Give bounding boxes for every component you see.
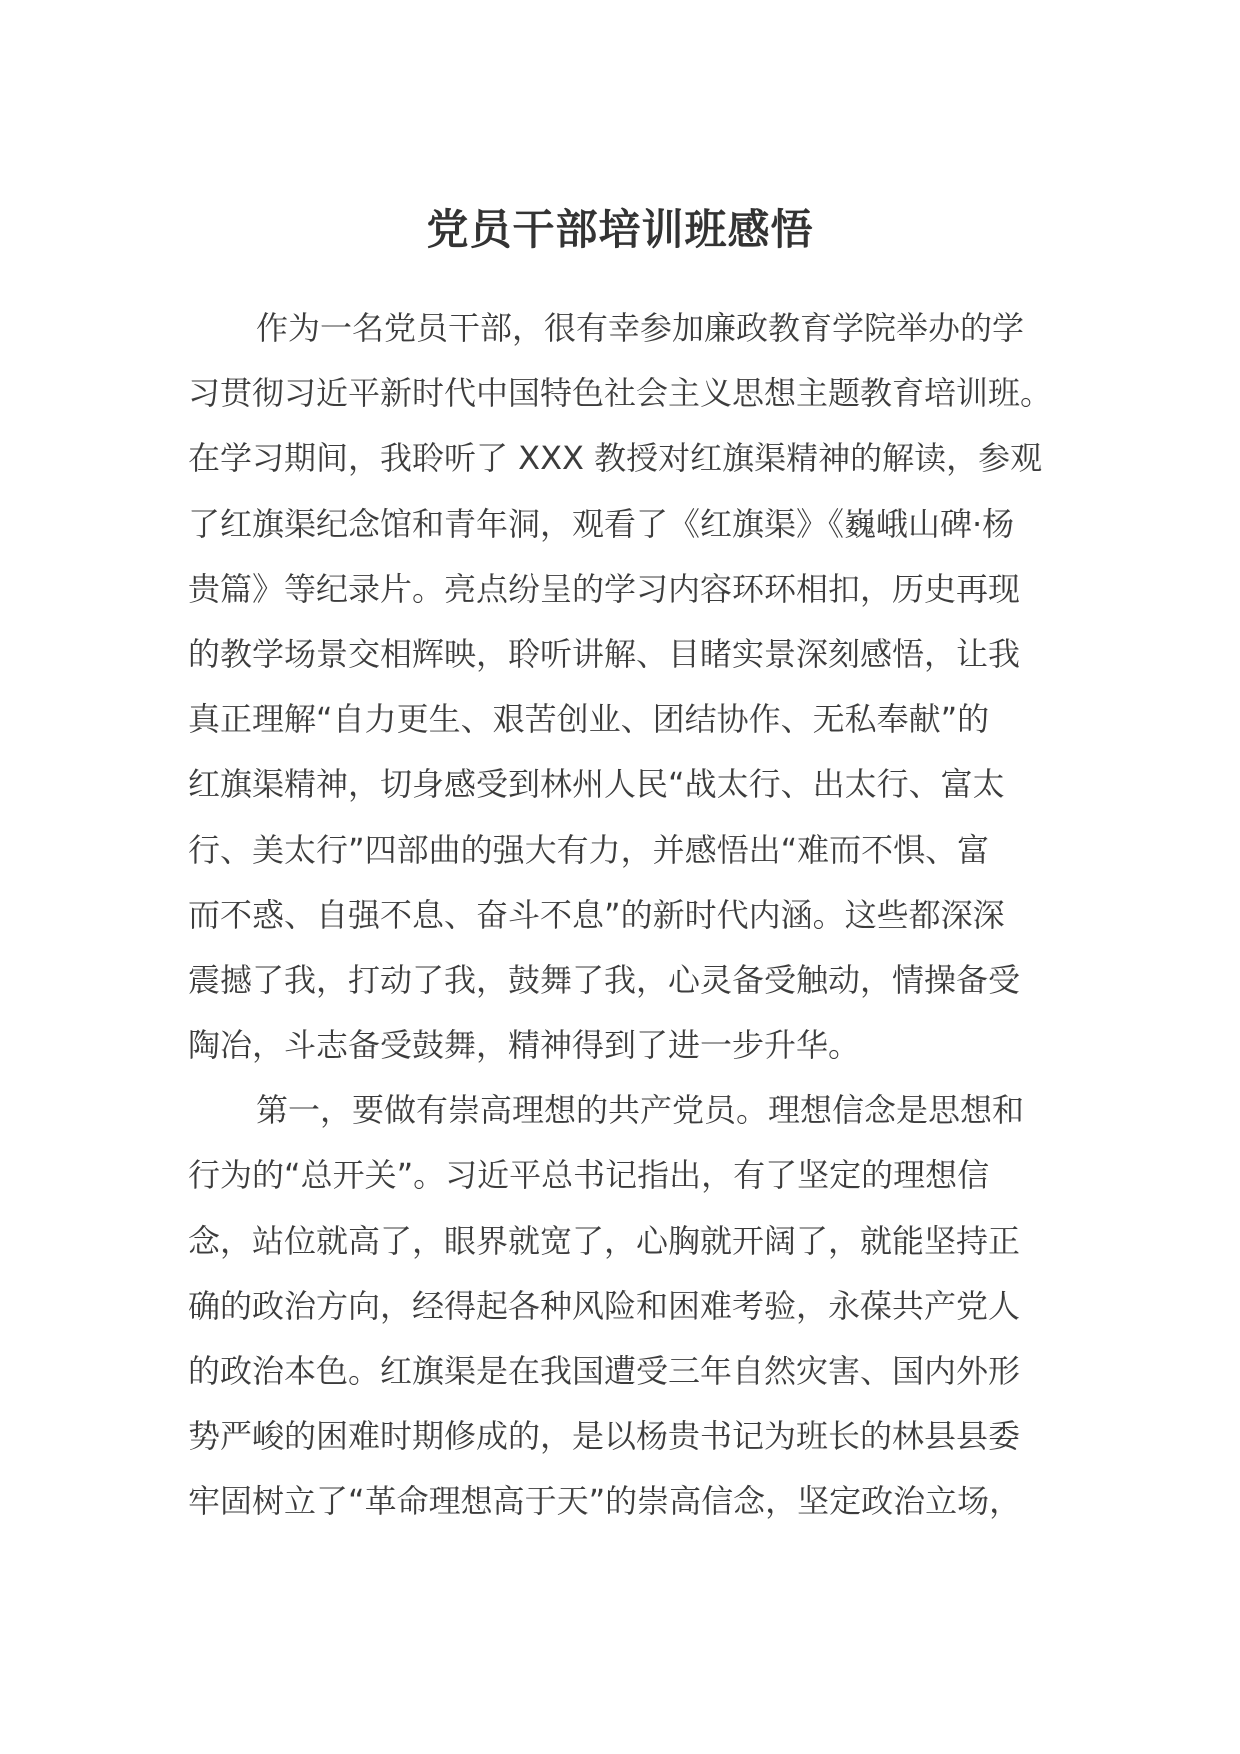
paragraph-1-line-3: 在学习期间，我聆听了 XXX 教授对红旗渠精神的解读，参观 bbox=[188, 439, 1043, 478]
paragraph-1-line-12: 陶冶，斗志备受鼓舞，精神得到了进一步升华。 bbox=[188, 1026, 861, 1065]
paragraph-2-line-4: 确的政治方向，经得起各种风险和困难考验，永葆共产党人 bbox=[188, 1286, 1021, 1325]
paragraph-1-line-9: 行、美太行”四部曲的强大有力，并感悟出“难而不惧、富 bbox=[188, 830, 990, 869]
paragraph-1-line-11: 震撼了我，打动了我，鼓舞了我，心灵备受触动，情操备受 bbox=[188, 960, 1021, 999]
paragraph-2-line-7: 牢固树立了“革命理想高于天”的崇高信念，坚定政治立场， bbox=[188, 1482, 1022, 1521]
paragraph-1-line-10: 而不惑、自强不息、奋斗不息”的新时代内涵。这些都深深 bbox=[188, 895, 1005, 934]
paragraph-1-line-5: 贵篇》等纪录片。亮点纷呈的学习内容环环相扣，历史再现 bbox=[188, 569, 1021, 608]
paragraph-1-line-8: 红旗渠精神，切身感受到林州人民“战太行、出太行、富太 bbox=[188, 765, 1005, 804]
paragraph-1-line-6: 的教学场景交相辉映，聆听讲解、目睹实景深刻感悟，让我 bbox=[188, 634, 1021, 673]
paragraph-2-line-6: 势严峻的困难时期修成的，是以杨贵书记为班长的林县县委 bbox=[188, 1417, 1021, 1456]
paragraph-2-line-1: 第一，要做有崇高理想的共产党员。理想信念是思想和 bbox=[256, 1091, 1025, 1130]
paragraph-1-line-1: 作为一名党员干部，很有幸参加廉政教育学院举办的学 bbox=[256, 309, 1025, 347]
paragraph-1-line-7: 真正理解“自力更生、艰苦创业、团结协作、无私奉献”的 bbox=[188, 700, 990, 739]
document-body bbox=[188, 296, 1053, 1535]
paragraph-2-line-2: 行为的“总开关”。习近平总书记指出，有了坚定的理想信 bbox=[188, 1156, 990, 1195]
document-title: 党员干部培训班感悟 bbox=[426, 205, 814, 254]
paragraph-2-line-5: 的政治本色。红旗渠是在我国遭受三年自然灾害、国内外形 bbox=[188, 1352, 1021, 1390]
paragraph-1-line-4: 了红旗渠纪念馆和青年洞，观看了《红旗渠》《巍峨山碑·杨 bbox=[188, 504, 1015, 543]
paragraph-2-line-3: 念，站位就高了，眼界就宽了，心胸就开阔了，就能坚持正 bbox=[188, 1221, 1021, 1260]
paragraph-1-line-2: 习贯彻习近平新时代中国特色社会主义思想主题教育培训班。 bbox=[188, 374, 1053, 413]
